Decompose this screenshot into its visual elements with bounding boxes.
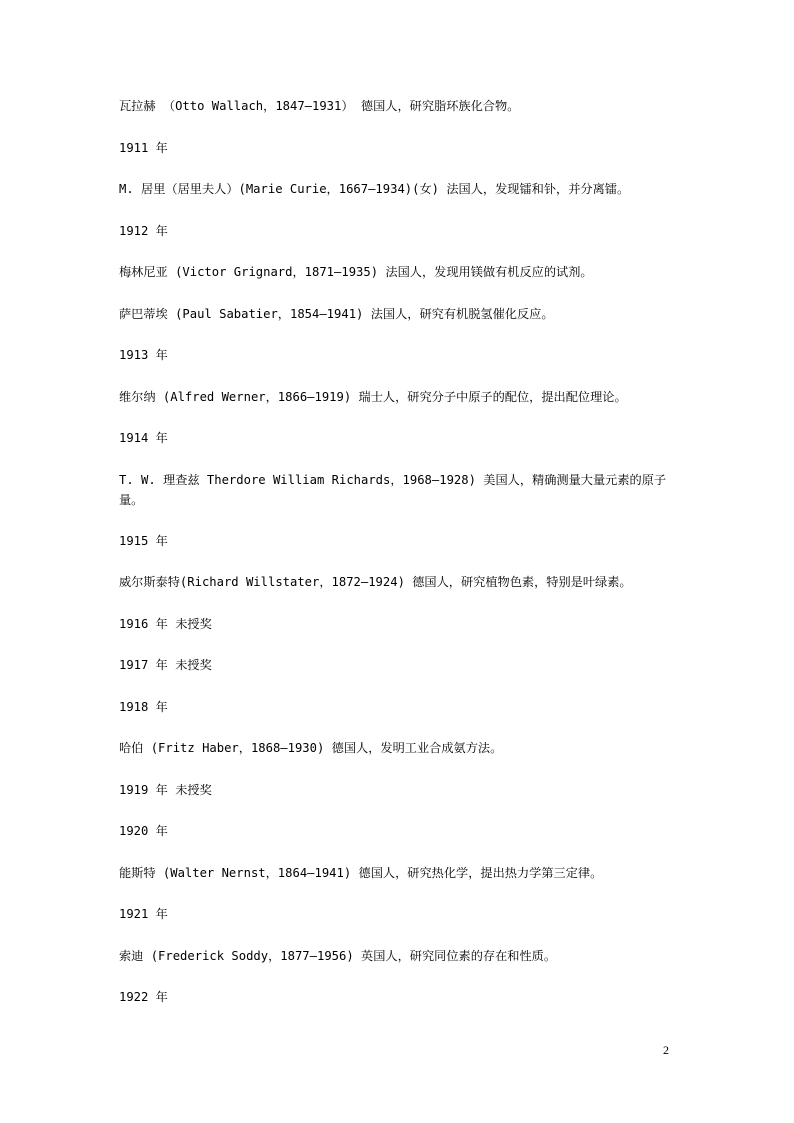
year-heading-1918: 1918 年 xyxy=(119,699,168,714)
year-heading-1915: 1915 年 xyxy=(119,533,168,548)
text-line-wallach: 瓦拉赫 （Otto Wallach，1847—1931） 德国人，研究脂环族化合物。 xyxy=(119,99,520,113)
text-line-soddy: 索迪 (Frederick Soddy，1877—1956) 英国人，研究同位素的存在和性质。 xyxy=(119,948,557,963)
text-line-richards: T. W. 理查兹 Therdore William Richards，1968—1928) 美国人，精确测量大量元素的原子量。 xyxy=(119,472,667,507)
page-number: 2 xyxy=(663,1043,669,1057)
text-line-sabatier: 萨巴蒂埃 (Paul Sabatier，1854—1941) 法国人，研究有机脱氢催化反应。 xyxy=(119,306,554,321)
text-line-grignard: 梅林尼亚 (Victor Grignard，1871—1935) 法国人，发现用镁做有机反应的试剂。 xyxy=(119,265,593,279)
year-heading-1913: 1913 年 xyxy=(119,348,168,362)
text-line-curie: M. 居里（居里夫人）(Marie Curie，1667—1934)(女) 法国人，发现镭和钋，并分离镭。 xyxy=(119,182,630,196)
year-heading-1911: 1911 年 xyxy=(119,140,168,155)
year-heading-1917: 1917 年 未授奖 xyxy=(119,658,212,672)
year-heading-1921: 1921 年 xyxy=(119,907,168,921)
year-heading-1916: 1916 年 未授奖 xyxy=(119,616,212,631)
year-heading-1920: 1920 年 xyxy=(119,824,168,838)
text-line-haber: 哈伯 (Fritz Haber，1868—1930) 德国人，发明工业合成氨方法。 xyxy=(119,741,503,755)
text-line-werner: 维尔纳 (Alfred Werner，1866—1919) 瑞士人，研究分子中原子的配位，提出配位理论。 xyxy=(119,389,627,404)
text-line-willstater: 威尔斯泰特(Richard Willstater，1872—1924) 德国人，研究植物色素，特别是叶绿素。 xyxy=(119,575,632,589)
year-heading-1919: 1919 年 未授奖 xyxy=(119,782,212,797)
year-heading-1914: 1914 年 xyxy=(119,431,168,445)
year-heading-1922: 1922 年 xyxy=(119,990,168,1004)
document-body xyxy=(119,96,679,1029)
year-heading-1912: 1912 年 xyxy=(119,223,168,238)
text-line-nernst: 能斯特 (Walter Nernst，1864—1941) 德国人，研究热化学，提出热力学第三定律。 xyxy=(119,865,603,880)
